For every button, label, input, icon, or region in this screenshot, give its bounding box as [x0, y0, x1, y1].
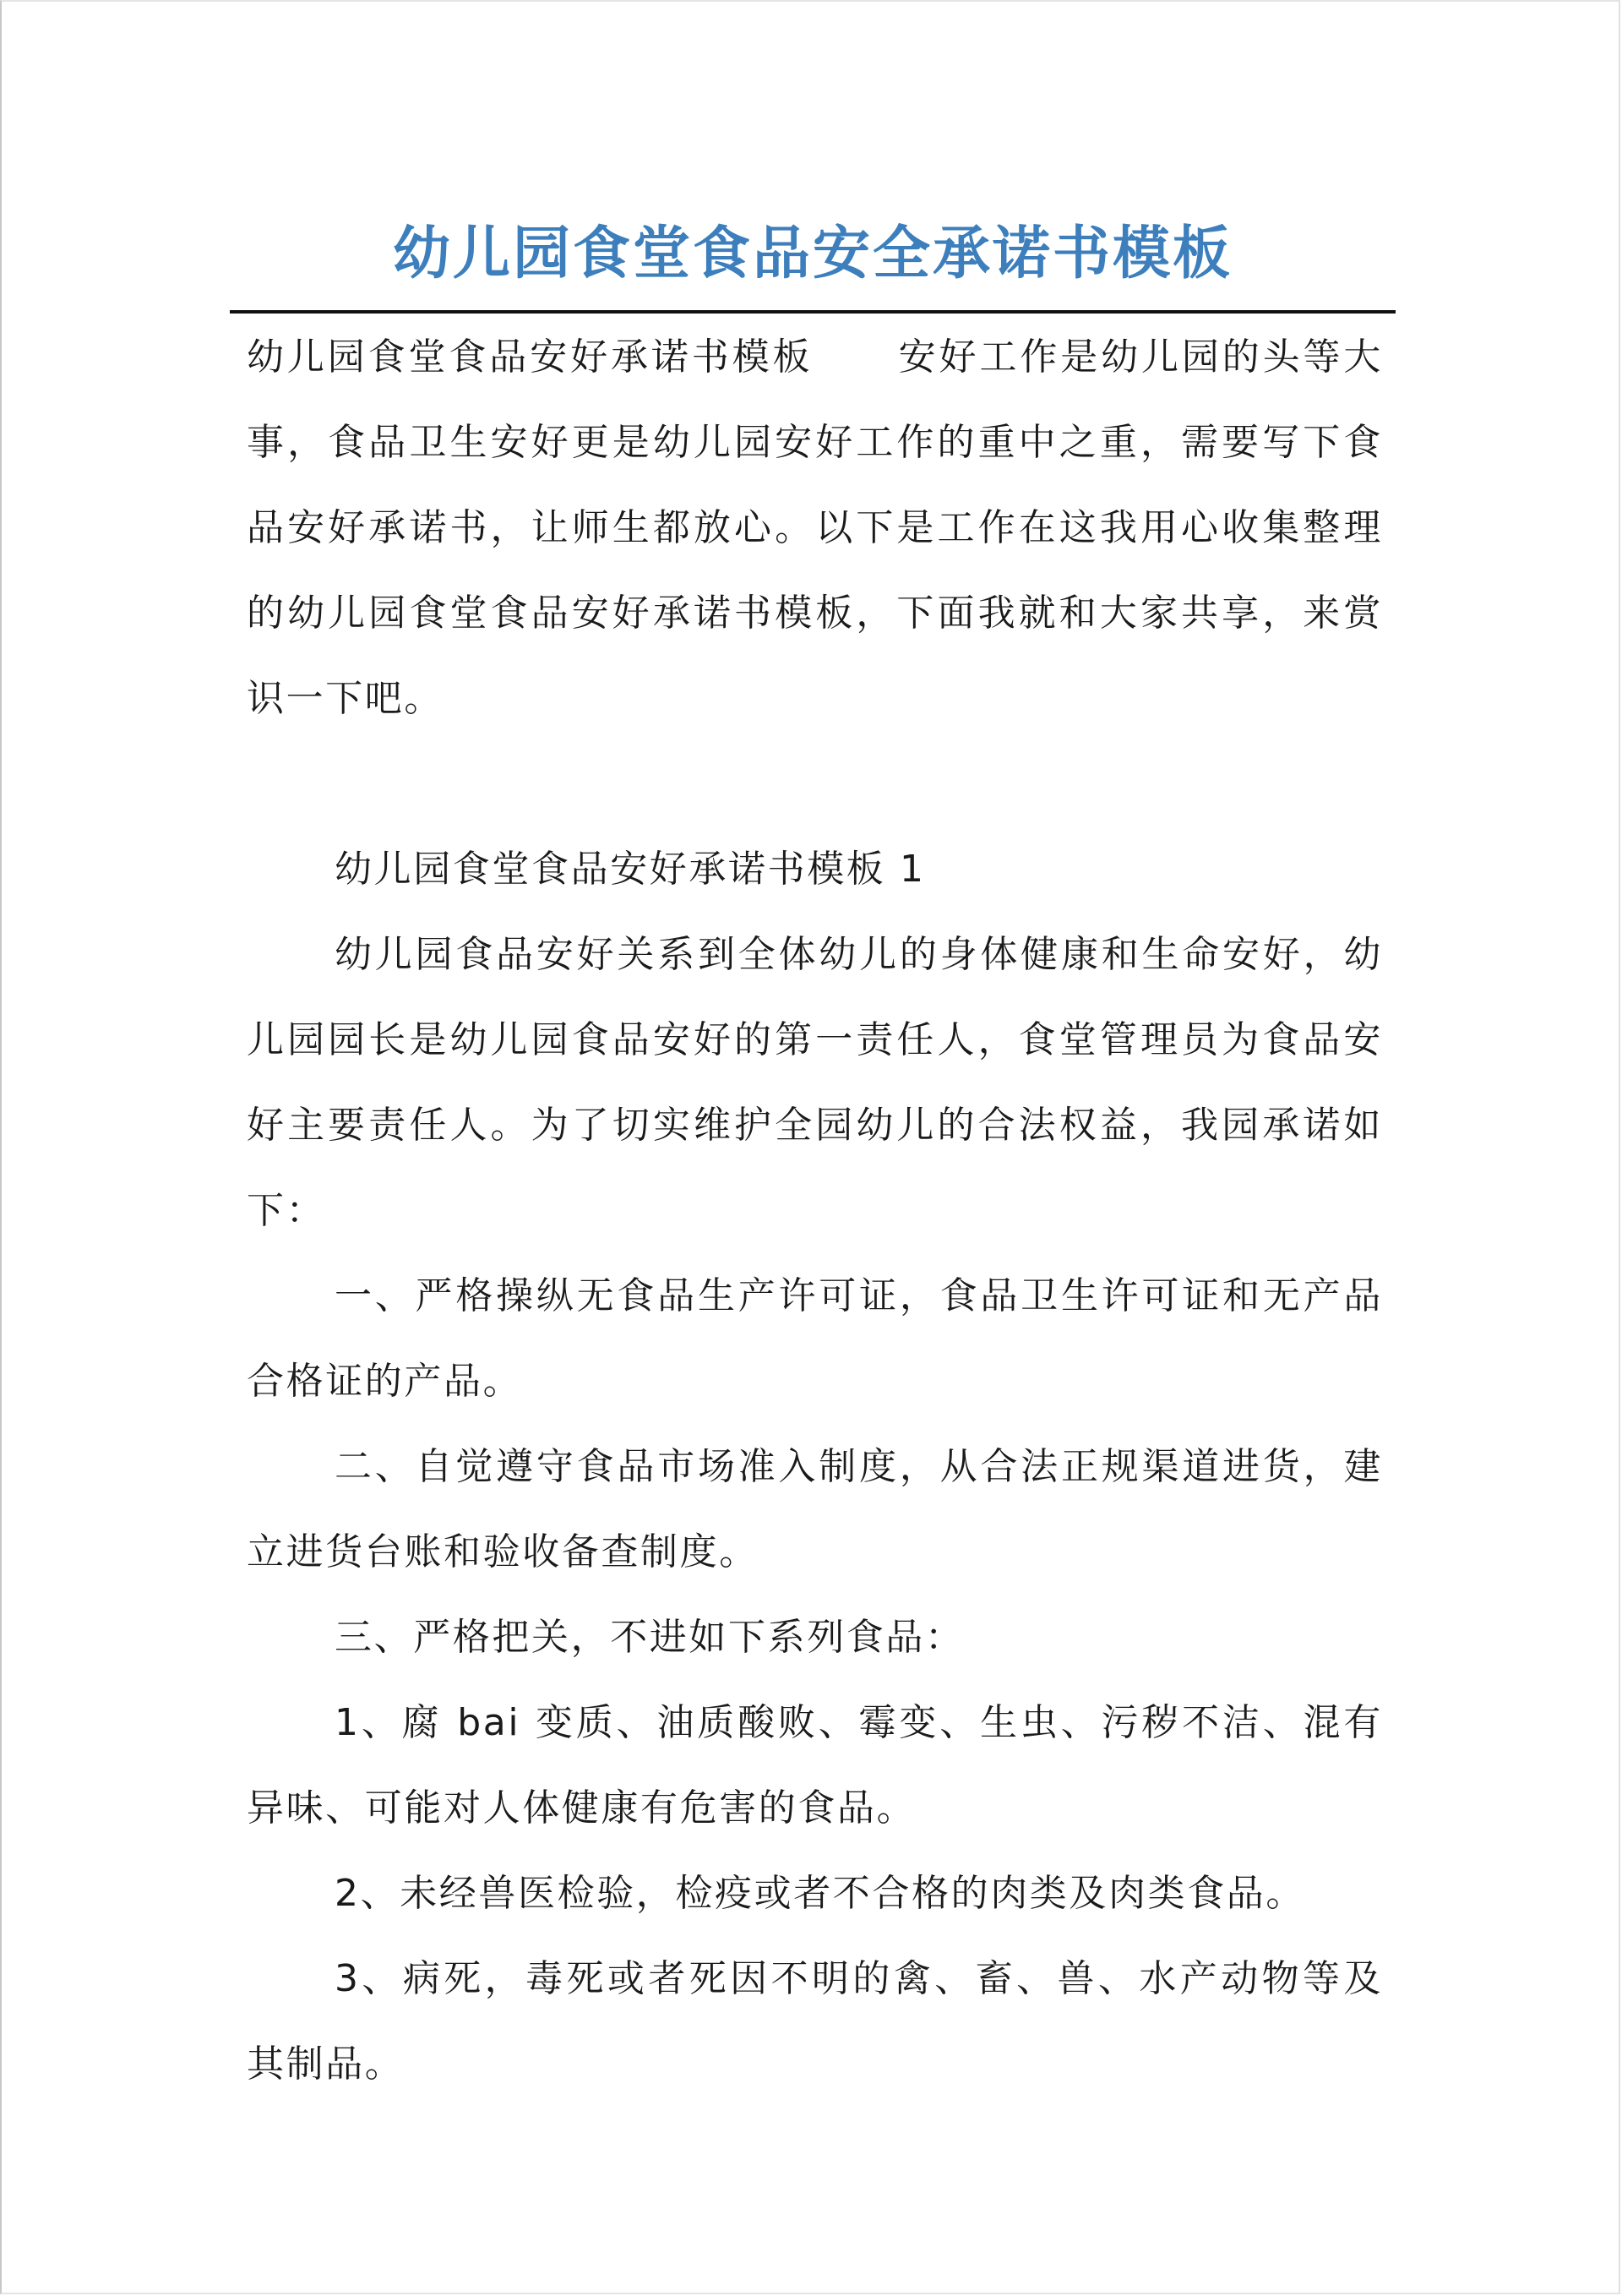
- document-body: [247, 314, 1383, 2107]
- blank-line: [247, 741, 1383, 826]
- body-paragraph: 三、严格把关，不进如下系列食品：: [335, 1616, 965, 1659]
- section-title: 幼儿园食堂食品安好承诺书模板 1: [335, 848, 926, 891]
- title-divider: [230, 310, 1396, 314]
- body-paragraph: 1、腐 bai 变质、油质酸败、霉变、生虫、污秽不洁、混有异味、可能对人体健康有危害的食品。: [247, 1701, 1383, 1830]
- body-paragraph: 2、未经兽医检验，检疫或者不合格的肉类及肉类食品。: [335, 1872, 1305, 1915]
- body-paragraph: 一、严格操纵无食品生产许可证，食品卫生许可证和无产品合格证的产品。: [247, 1274, 1383, 1403]
- body-paragraph: 二、自觉遵守食品市场准入制度，从合法正规渠道进货，建立进货台账和验收备查制度。: [247, 1445, 1383, 1573]
- body-paragraph: 3、病死，毒死或者死因不明的禽、畜、兽、水产动物等及其制品。: [247, 1957, 1383, 2086]
- intro-paragraph: [247, 314, 1383, 741]
- document-title: 幼儿园食堂食品安全承诺书模板: [392, 220, 1233, 287]
- intro-heading: 幼儿园食堂食品安好承诺书模板: [247, 335, 814, 379]
- body-paragraph: 幼儿园食品安好关系到全体幼儿的身体健康和生命安好，幼儿园园长是幼儿园食品安好的第一责任人，食堂管理员为食品安好主要责任人。为了切实维护全园幼儿的合法权益，我园承诺如下：: [247, 933, 1383, 1232]
- intro-text: 安好工作是幼儿园的头等大事，食品卫生安好更是幼儿园安好工作的重中之重，需要写下食品安好承诺书，让师生都放心。以下是工作在这我用心收集整理的幼儿园食堂食品安好承诺书模板，下面我就和大家共享，来赏识一下吧。: [247, 335, 1384, 720]
